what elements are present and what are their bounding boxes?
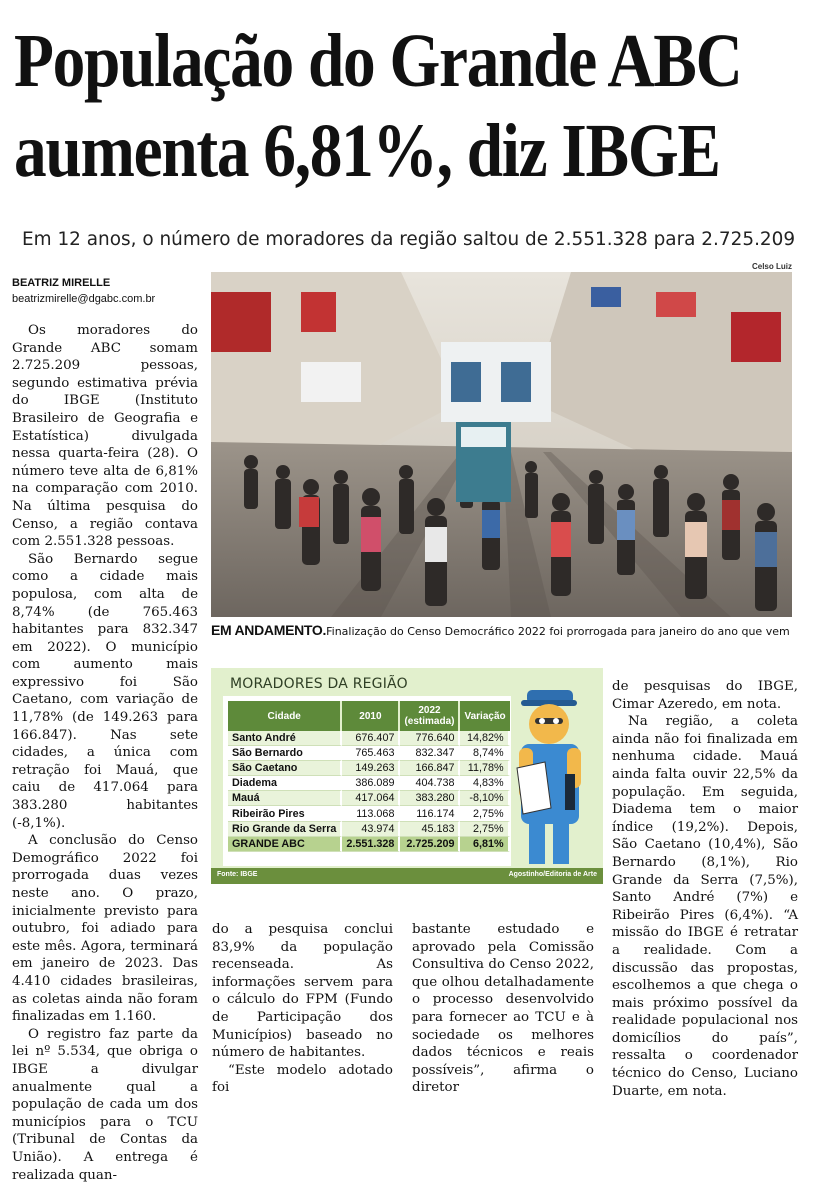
table-row bbox=[228, 776, 510, 791]
photo-credit: Celso Luiz bbox=[751, 262, 792, 271]
author-name: BEATRIZ MIRELLE bbox=[12, 277, 111, 289]
street-crowd-photo bbox=[211, 272, 792, 617]
table-row bbox=[228, 822, 510, 837]
paragraph: Na região, a coleta ainda não foi finalizada em nenhuma cidade. Mauá ainda falta ouvir 22,5% da população. Em seguida, Diadema tem o maior índice (19,2%). Depois, São Caetano (10,4%), São Bernardo (8,1%), Rio Grande da Serra (7,5%), Santo André (7%) e Ribeirão Pires (6,4%). “A missão do IBGE é retratar a realidade. Com a discussão das propostas, escolhemos a que chega o mais próximo possível da realidade populacional nos domicílios do país”, ressalta o coordenador técnico do Censo, Luciano Duarte, em nota. bbox=[612, 714, 798, 1099]
table-row bbox=[228, 731, 510, 746]
value-2010: 417.064 bbox=[342, 791, 400, 806]
headline-line-1: População do Grande ABC bbox=[14, 19, 742, 103]
table-row bbox=[228, 791, 510, 806]
city-cell: Ribeirão Pires bbox=[228, 806, 342, 821]
city-cell: Rio Grande da Serra bbox=[228, 822, 342, 837]
variation-cell: 4,83% bbox=[460, 776, 509, 791]
paragraph: São Bernardo segue como a cidade mais populosa, com alta de 8,74% (de 765.463 habitantes para 832.347 em 2022). O município com aumento mais expressivo foi São Caetano, com variação de 11,78% (de 149.263 para 166.847). Nas sete cidades, a única com retração foi Mauá, que caiu de 417.064 para 383.280 habitantes (-8,1%). bbox=[12, 551, 198, 831]
value-2010: 765.463 bbox=[342, 746, 400, 761]
article-column-1 bbox=[12, 322, 198, 1184]
value-2010: 43.974 bbox=[342, 822, 400, 837]
source-note: Fonte: IBGE bbox=[217, 871, 258, 878]
subtitle: Em 12 anos, o número de moradores da região saltou de 2.551.328 para 2.725.209 bbox=[22, 228, 796, 250]
table-header-row bbox=[228, 701, 510, 731]
value-2022: 832.347 bbox=[400, 746, 460, 761]
table-row bbox=[228, 761, 510, 776]
variation-cell: 8,74% bbox=[460, 746, 509, 761]
variation-cell: 14,82% bbox=[460, 731, 509, 746]
total-2022: 2.725.209 bbox=[400, 837, 460, 852]
total-row bbox=[228, 837, 510, 852]
value-2010: 386.089 bbox=[342, 776, 400, 791]
header-2022: 2022 (estimada) bbox=[400, 701, 460, 731]
paragraph: Os moradores do Grande ABC somam 2.725.209 pessoas, segundo estimativa prévia do IBGE (Instituto Brasileiro de Geografia e Estatística) divulgada nessa quarta-feira (28). O número teve alta de 6,81% na comparação com 2010. Na última pesquisa do Censo, a região contava com 2.551.328 pessoas. bbox=[12, 323, 198, 550]
article-column-2 bbox=[212, 921, 393, 1097]
paragraph: “Este modelo adotado foi bbox=[212, 1062, 393, 1096]
infobox-footer bbox=[211, 868, 603, 884]
header-city: Cidade bbox=[228, 701, 342, 731]
caption-text: Finalização do Censo Democráfico 2022 foi prorrogada para janeiro do ano que vem bbox=[326, 625, 790, 638]
header-variation: Variação bbox=[460, 701, 509, 731]
city-cell: Mauá bbox=[228, 791, 342, 806]
value-2022: 776.640 bbox=[400, 731, 460, 746]
table-row bbox=[228, 746, 510, 761]
value-2010: 149.263 bbox=[342, 761, 400, 776]
variation-cell: 11,78% bbox=[460, 761, 509, 776]
population-table bbox=[228, 701, 510, 852]
value-2022: 383.280 bbox=[400, 791, 460, 806]
value-2010: 113.068 bbox=[342, 806, 400, 821]
article-column-3 bbox=[412, 921, 594, 1097]
paragraph: A conclusão do Censo Demográfico 2022 foi prorrogada duas vezes neste ano. O prazo, inicialmente previsto para outubro, foi adiado para este mês. Agora, terminará em janeiro de 2023. Das 4.410 cidades brasileiras, as coletas ainda não foram finalizadas em 1.160. bbox=[12, 833, 198, 1025]
table-row bbox=[228, 806, 510, 821]
photo-caption bbox=[211, 622, 801, 638]
value-2010: 676.407 bbox=[342, 731, 400, 746]
street-crowd-illustration bbox=[211, 272, 792, 617]
header-2010: 2010 bbox=[342, 701, 400, 731]
paragraph: O registro faz parte da lei nº 5.534, que obriga o IBGE a divulgar anualmente qual a população de cada um dos municípios para o TCU (Tribunal de Contas da União). A entrega é realizada quan- bbox=[12, 1026, 198, 1183]
author-email[interactable]: beatrizmirelle@dgabc.com.br bbox=[12, 293, 156, 305]
total-variation: 6,81% bbox=[460, 837, 509, 852]
variation-cell: 2,75% bbox=[460, 806, 509, 821]
census-worker-illustration bbox=[507, 688, 603, 868]
city-cell: Diadema bbox=[228, 776, 342, 791]
city-cell: São Bernardo bbox=[228, 746, 342, 761]
city-cell: Santo André bbox=[228, 731, 342, 746]
variation-cell: -8,10% bbox=[460, 791, 509, 806]
paragraph: de pesquisas do IBGE, Cimar Azeredo, em nota. bbox=[612, 679, 798, 712]
variation-cell: 2,75% bbox=[460, 822, 509, 837]
population-infobox bbox=[211, 668, 603, 884]
total-label: GRANDE ABC bbox=[228, 837, 342, 852]
value-2022: 116.174 bbox=[400, 806, 460, 821]
city-cell: São Caetano bbox=[228, 761, 342, 776]
caption-kicker: EM ANDAMENTO. bbox=[211, 622, 327, 638]
headline-line-2: aumenta 6,81%, diz IBGE bbox=[14, 109, 720, 193]
total-2010: 2.551.328 bbox=[342, 837, 400, 852]
value-2022: 45.183 bbox=[400, 822, 460, 837]
paragraph: bastante estudado e aprovado pela Comissão Consultiva do Censo 2022, que olhou detalhadamente o processo desenvolvido para fornecer ao TCU e à sociedade os melhores dados técnicos e reais possíveis”, afirma o diretor bbox=[412, 922, 594, 1096]
value-2022: 404.738 bbox=[400, 776, 460, 791]
infobox-title: MORADORES DA REGIÃO bbox=[230, 676, 408, 692]
art-credit: Agostinho/Editoria de Arte bbox=[508, 871, 597, 878]
value-2022: 166.847 bbox=[400, 761, 460, 776]
headline bbox=[14, 16, 742, 196]
article-column-4 bbox=[612, 678, 798, 1100]
paragraph: do a pesquisa conclui 83,9% da população recenseada. As informações servem para o cálculo do FPM (Fundo de Participação dos Municípios) baseado no número de habitantes. bbox=[212, 922, 393, 1061]
